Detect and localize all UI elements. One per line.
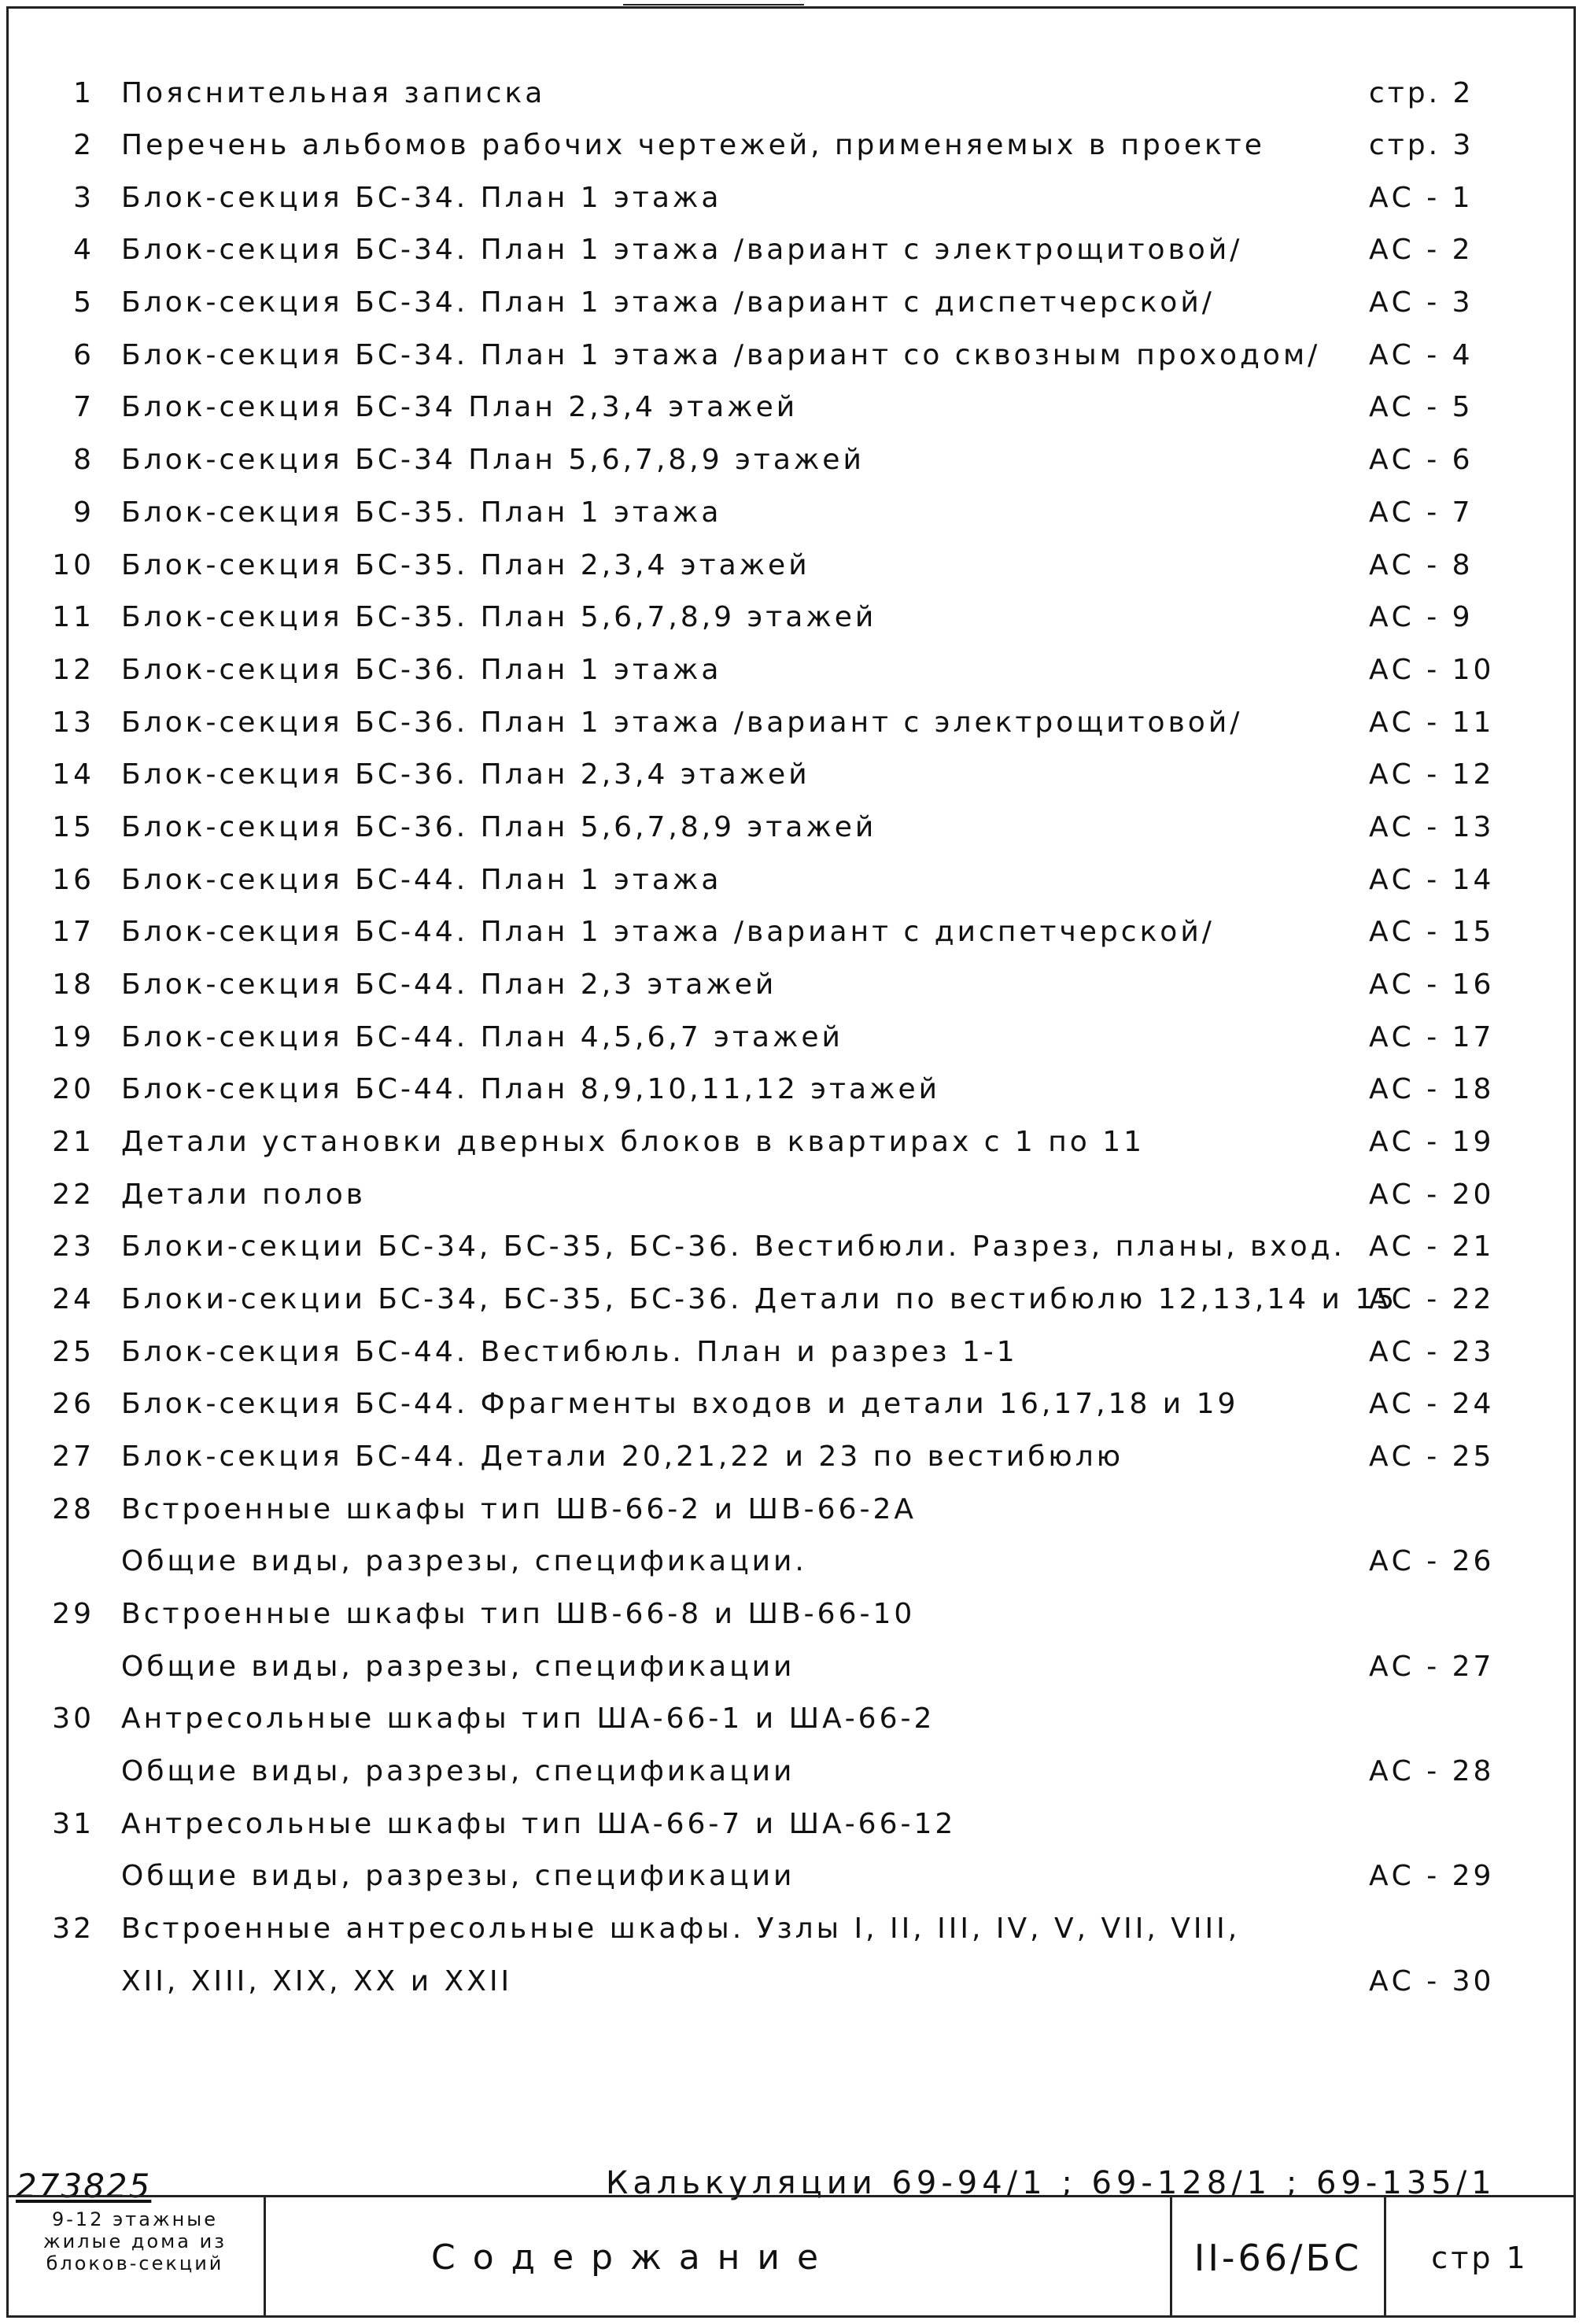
row-title: Блок-секция БС-44. План 2,3 этажей: [121, 968, 777, 1001]
row-number: 17: [52, 916, 94, 948]
row-title: Блок-секция БС-44. План 8,9,10,11,12 этажей: [121, 1073, 941, 1105]
row-sheet: АС - 28: [1369, 1755, 1495, 1787]
row-title: Блок-секция БС-35. План 1 этажа: [121, 496, 722, 529]
row-sheet: АС - 25: [1369, 1441, 1495, 1473]
row-title: Детали установки дверных блоков в квартирах с 1 по 11: [121, 1126, 1145, 1158]
row-title: Блок-секция БС-44. Фрагменты входов и детали 16,17,18 и 19: [121, 1388, 1239, 1420]
row-sheet: АС - 26: [1369, 1545, 1495, 1577]
row-number: 29: [52, 1598, 94, 1630]
row-sheet: стр. 2: [1369, 77, 1474, 109]
row-number: 11: [52, 601, 94, 633]
calculations-note: Калькуляции 69-94/1 ; 69-128/1 ; 69-135/1: [606, 2165, 1496, 2201]
row-title: Блоки-секции БС-34, БС-35, БС-36. Детали по вестибюлю 12,13,14 и 15: [121, 1283, 1398, 1315]
row-title: Блок-секция БС-34 План 2,3,4 этажей: [121, 391, 799, 423]
row-number: 24: [52, 1283, 94, 1315]
row-sheet: АС - 18: [1369, 1073, 1495, 1105]
row-number: 2: [73, 129, 94, 161]
row-title: Перечень альбомов рабочих чертежей, применяемых в проекте: [121, 129, 1265, 161]
row-sheet: АС - 22: [1369, 1283, 1495, 1315]
row-title: Блок-секция БС-35. План 5,6,7,8,9 этажей: [121, 601, 877, 633]
row-title: Пояснительная записка: [121, 77, 546, 109]
row-sheet: АС - 19: [1369, 1126, 1495, 1158]
row-sheet: АС - 16: [1369, 968, 1495, 1001]
row-title: Блок-секция БС-44. Вестибюль. План и разрез 1-1: [121, 1336, 1018, 1368]
row-title: Блок-секция БС-34. План 1 этажа /вариант с диспетчерской/: [121, 286, 1215, 319]
row-title: XII, XIII, XIX, XX и XXII: [121, 1965, 513, 1998]
project-name-line3: блоков-секций: [46, 2252, 224, 2274]
row-sheet: АС - 13: [1369, 811, 1495, 843]
row-sheet: АС - 9: [1369, 601, 1474, 633]
row-sheet: АС - 15: [1369, 916, 1495, 948]
row-title: Блок-секция БС-36. План 1 этажа: [121, 654, 722, 686]
row-title: Встроенные шкафы тип ШВ-66-8 и ШВ-66-10: [121, 1598, 916, 1630]
row-number: 10: [52, 549, 94, 581]
row-number: 16: [52, 864, 94, 896]
row-title: Блок-секция БС-44. План 1 этажа: [121, 864, 722, 896]
row-sheet: АС - 3: [1369, 286, 1474, 319]
row-sheet: АС - 6: [1369, 444, 1474, 476]
row-number: 9: [73, 496, 94, 529]
row-title: Общие виды, разрезы, спецификации.: [121, 1545, 807, 1577]
row-number: 12: [52, 654, 94, 686]
row-number: 25: [52, 1336, 94, 1368]
row-title: Антресольные шкафы тип ША-66-7 и ША-66-12: [121, 1808, 957, 1840]
row-sheet: АС - 21: [1369, 1230, 1495, 1263]
series-code: II-66/БС: [1172, 2197, 1386, 2318]
row-number: 19: [52, 1021, 94, 1053]
row-number: 32: [52, 1913, 94, 1945]
project-name-line1: 9-12 этажные: [52, 2208, 218, 2230]
page-number: стр 1: [1431, 2240, 1529, 2275]
row-title: Встроенные антресольные шкафы. Узлы I, II, III, IV, V, VII, VIII,: [121, 1913, 1241, 1945]
row-sheet: стр. 3: [1369, 129, 1474, 161]
row-number: 15: [52, 811, 94, 843]
row-sheet: АС - 2: [1369, 234, 1474, 266]
project-name-cell: [6, 2197, 266, 2318]
row-title: Блок-секция БС-36. План 1 этажа /вариант с электрощитовой/: [121, 706, 1243, 739]
row-sheet: АС - 5: [1369, 391, 1474, 423]
row-sheet: АС - 8: [1369, 549, 1474, 581]
row-title: Блок-секция БС-44. План 4,5,6,7 этажей: [121, 1021, 843, 1053]
row-title: Блок-секция БС-36. План 5,6,7,8,9 этажей: [121, 811, 877, 843]
row-sheet: АС - 29: [1369, 1860, 1495, 1892]
row-title: Блоки-секции БС-34, БС-35, БС-36. Вестибюли. Разрез, планы, вход.: [121, 1230, 1345, 1263]
row-sheet: АС - 11: [1369, 706, 1495, 739]
row-title: Блок-секция БС-44. Детали 20,21,22 и 23 по вестибюлю: [121, 1441, 1124, 1473]
row-title: Блок-секция БС-34 План 5,6,7,8,9 этажей: [121, 444, 865, 476]
row-sheet: АС - 12: [1369, 758, 1495, 791]
title-block: [6, 2195, 1576, 2318]
row-sheet: АС - 30: [1369, 1965, 1495, 1998]
row-title: Блок-секция БС-34. План 1 этажа /вариант со сквозным проходом/: [121, 339, 1321, 371]
row-number: 30: [52, 1702, 94, 1735]
row-title: Блок-секция БС-34. План 1 этажа: [121, 182, 722, 214]
row-sheet: АС - 10: [1369, 654, 1495, 686]
row-number: 6: [73, 339, 94, 371]
row-sheet: АС - 17: [1369, 1021, 1495, 1053]
row-title: Встроенные шкафы тип ШВ-66-2 и ШВ-66-2А: [121, 1493, 917, 1525]
row-sheet: АС - 24: [1369, 1388, 1495, 1420]
row-number: 31: [52, 1808, 94, 1840]
row-number: 14: [52, 758, 94, 791]
row-title: Блок-секция БС-34. План 1 этажа /вариант с электрощитовой/: [121, 234, 1243, 266]
row-sheet: АС - 4: [1369, 339, 1474, 371]
row-title: Общие виды, разрезы, спецификации: [121, 1755, 795, 1787]
row-number: 7: [73, 391, 94, 423]
inventory-number: 273825: [16, 2167, 152, 2205]
row-number: 21: [52, 1126, 94, 1158]
row-number: 27: [52, 1441, 94, 1473]
top-edge-mark: [623, 0, 804, 6]
row-sheet: АС - 1: [1369, 182, 1474, 214]
row-number: 20: [52, 1073, 94, 1105]
row-number: 5: [73, 286, 94, 319]
row-number: 28: [52, 1493, 94, 1525]
row-number: 22: [52, 1179, 94, 1211]
row-title: Блок-секция БС-36. План 2,3,4 этажей: [121, 758, 810, 791]
project-name-line2: жилые дома из: [43, 2230, 227, 2252]
row-sheet: АС - 20: [1369, 1179, 1495, 1211]
row-number: 23: [52, 1230, 94, 1263]
row-number: 1: [73, 77, 94, 109]
row-sheet: АС - 7: [1369, 496, 1474, 529]
row-number: 18: [52, 968, 94, 1001]
row-number: 3: [73, 182, 94, 214]
row-title: Общие виды, разрезы, спецификации: [121, 1651, 795, 1683]
row-title: Блок-секция БС-35. План 2,3,4 этажей: [121, 549, 810, 581]
row-title: Детали полов: [121, 1179, 366, 1211]
row-number: 26: [52, 1388, 94, 1420]
row-number: 8: [73, 444, 94, 476]
row-number: 4: [73, 234, 94, 266]
sheet-title: Содержание: [266, 2197, 1172, 2318]
row-title: Антресольные шкафы тип ША-66-1 и ША-66-2: [121, 1702, 935, 1735]
row-sheet: АС - 14: [1369, 864, 1495, 896]
row-title: Общие виды, разрезы, спецификации: [121, 1860, 795, 1892]
row-number: 13: [52, 706, 94, 739]
row-title: Блок-секция БС-44. План 1 этажа /вариант с диспетчерской/: [121, 916, 1215, 948]
row-sheet: АС - 27: [1369, 1651, 1495, 1683]
row-sheet: АС - 23: [1369, 1336, 1495, 1368]
